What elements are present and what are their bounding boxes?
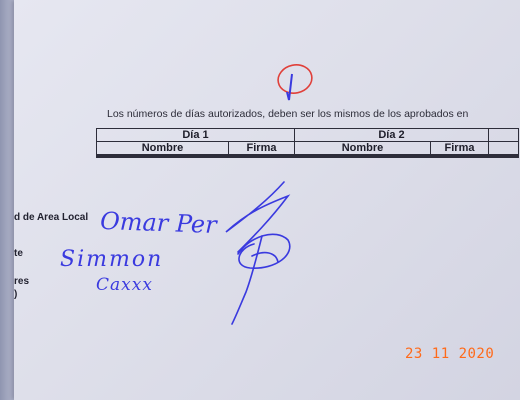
day2-header: Día 2 [295, 129, 489, 142]
signature-header-day1: Firma [229, 142, 295, 155]
handwritten-name-1: Omar Per [99, 206, 218, 239]
signature-cell[interactable] [229, 157, 295, 158]
row-label-area-local: d de Area Local [14, 212, 89, 223]
row-labels [14, 0, 98, 400]
table-row [97, 157, 519, 158]
row-label-4: ) [14, 289, 18, 300]
row-label-3: res [14, 276, 30, 287]
checkmark-annotation [270, 58, 320, 112]
name-cell[interactable] [295, 157, 431, 158]
blue-check-mark [287, 74, 292, 100]
column-header-row [97, 142, 519, 155]
date-stamp: 23 11 2020 [405, 346, 495, 362]
signature-cell[interactable] [431, 157, 489, 158]
name-header-day1: Nombre [97, 142, 229, 155]
day-header-row [97, 129, 519, 142]
name-header-day2: Nombre [295, 142, 431, 155]
handwritten-name-3: Caxxx [96, 275, 153, 295]
signature-header-day2: Firma [431, 142, 489, 155]
row-label-2: te [14, 248, 23, 259]
blank-cell[interactable] [489, 157, 519, 158]
intro-text: Los números de días autorizados, deben ser los mismos de los aprobados en [107, 108, 469, 120]
blank-header-cell [489, 142, 519, 155]
attendance-table [96, 128, 519, 158]
name-cell[interactable] [97, 157, 229, 158]
page-edge [0, 0, 14, 400]
handwritten-name-2: Simmon [60, 247, 164, 272]
red-circle-annotation [275, 62, 314, 96]
day3-header [489, 129, 519, 142]
day1-header: Día 1 [97, 129, 295, 142]
